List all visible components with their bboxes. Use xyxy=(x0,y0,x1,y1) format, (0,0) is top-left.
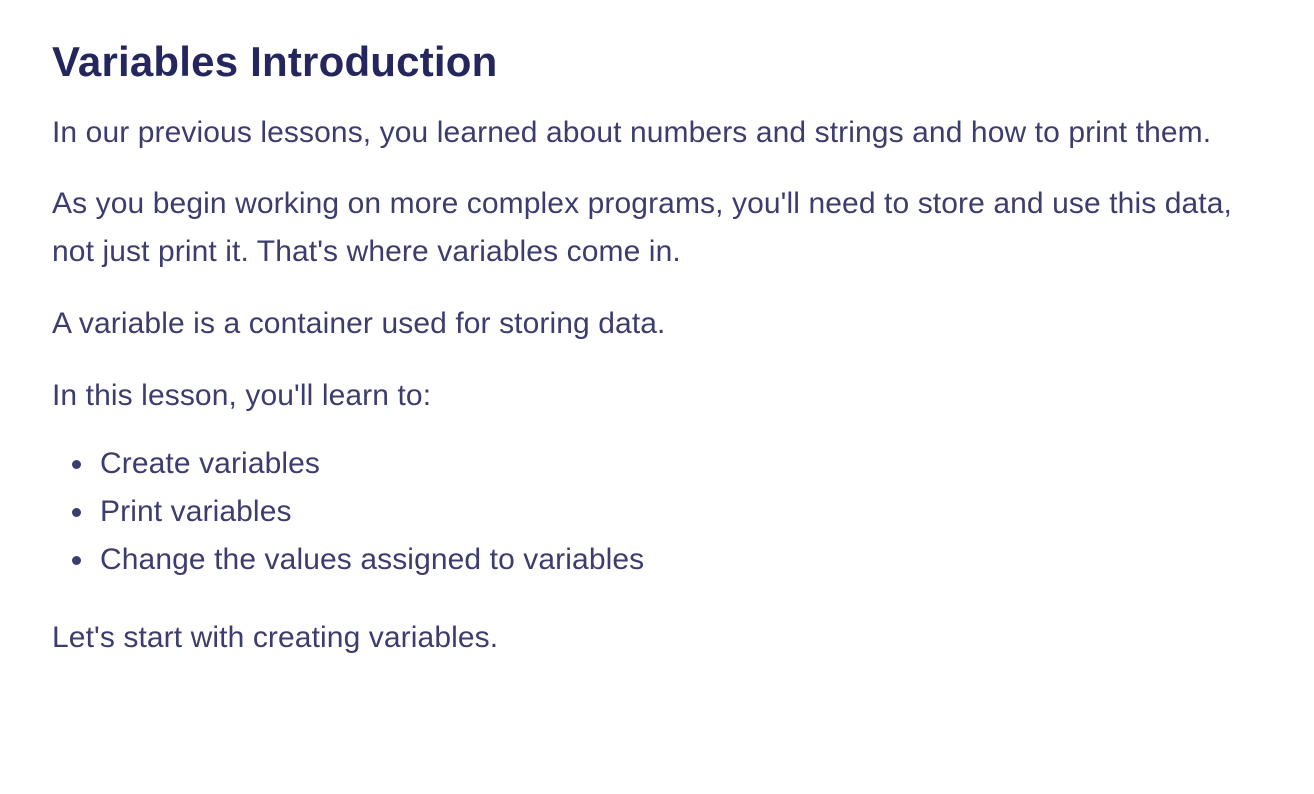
list-item xyxy=(52,440,1262,488)
objectives-list xyxy=(52,440,1262,584)
bullet-icon xyxy=(72,460,81,469)
list-item-text: Change the values assigned to variables xyxy=(100,543,645,576)
intro-paragraph: In our previous lessons, you learned about numbers and strings and how to print them. xyxy=(52,116,1212,149)
lesson-title: Variables Introduction xyxy=(52,38,498,85)
objectives-lead-paragraph: In this lesson, you'll learn to: xyxy=(52,379,432,412)
bullet-icon xyxy=(72,508,81,517)
bullet-icon xyxy=(72,556,81,565)
list-item-text: Create variables xyxy=(100,447,321,480)
list-item xyxy=(52,488,1262,536)
definition-paragraph: A variable is a container used for storing data. xyxy=(52,307,666,340)
list-item-text: Print variables xyxy=(100,495,292,528)
list-item xyxy=(52,536,1262,584)
motivation-paragraph: As you begin working on more complex programs, you'll need to store and use this data, not just print it. That's where variables come in. xyxy=(52,187,1232,268)
closing-paragraph: Let's start with creating variables. xyxy=(52,621,499,654)
